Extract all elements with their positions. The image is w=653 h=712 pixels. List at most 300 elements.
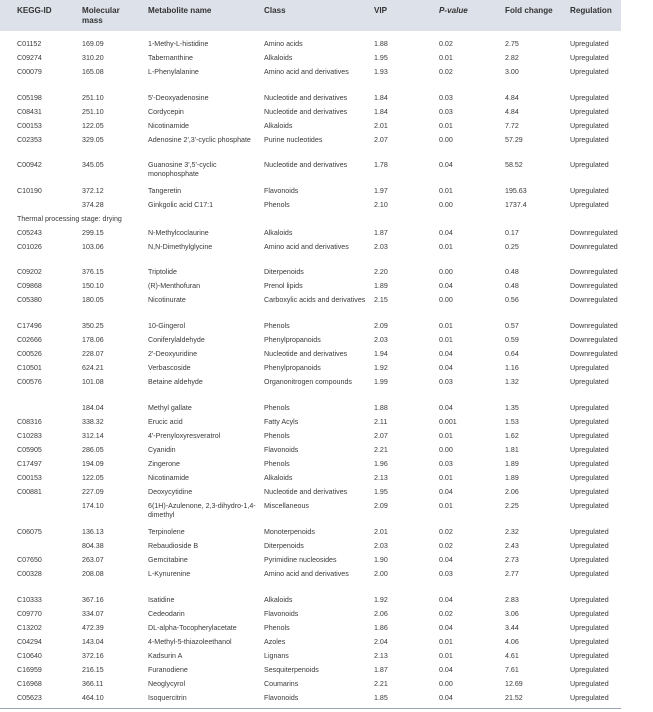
metabolite-name-cell: 1-Methy-L-histidine	[148, 40, 209, 48]
molecular-mass-cell: 227.09	[82, 488, 104, 496]
class-cell: Amino acid and derivatives	[264, 68, 349, 76]
fold-change-cell: 1.62	[505, 432, 519, 440]
molecular-mass-cell: 472.39	[82, 624, 104, 632]
molecular-mass-cell: 367.16	[82, 596, 104, 604]
kegg-id-cell: C09770	[17, 610, 42, 618]
kegg-id-cell: C08431	[17, 108, 42, 116]
class-cell: Organonitrogen compounds	[264, 378, 352, 386]
header-kegg-id: KEGG-ID	[17, 6, 52, 15]
p-value-cell: 0.00	[439, 296, 453, 304]
metabolite-name-cell: Methyl gallate	[148, 404, 192, 412]
class-cell: Diterpenoids	[264, 268, 304, 276]
molecular-mass-cell: 374.28	[82, 201, 104, 209]
kegg-id-cell: C02353	[17, 136, 42, 144]
kegg-id-cell: C10501	[17, 364, 42, 372]
molecular-mass-cell: 376.15	[82, 268, 104, 276]
kegg-id-cell: C09202	[17, 268, 42, 276]
p-value-cell: 0.00	[439, 201, 453, 209]
metabolite-name-cell: Isoquercitrin	[148, 694, 187, 702]
p-value-cell: 0.02	[439, 68, 453, 76]
class-cell: Phenols	[264, 322, 290, 330]
kegg-id-cell: C01026	[17, 243, 42, 251]
vip-cell: 1.92	[374, 364, 388, 372]
kegg-id-cell: C04294	[17, 638, 42, 646]
fold-change-cell: 4.06	[505, 638, 519, 646]
molecular-mass-cell: 338.32	[82, 418, 104, 426]
metabolite-name-cell: 10-Gingerol	[148, 322, 186, 330]
regulation-cell: Upregulated	[570, 652, 609, 660]
molecular-mass-cell: 178.06	[82, 336, 104, 344]
kegg-id-cell: C00942	[17, 161, 42, 169]
metabolite-name-cell: L-Phenylalanine	[148, 68, 199, 76]
kegg-id-cell: C08316	[17, 418, 42, 426]
molecular-mass-cell: 310.20	[82, 54, 104, 62]
metabolite-name-cell: Zingerone	[148, 460, 180, 468]
p-value-cell: 0.03	[439, 570, 453, 578]
class-cell: Phenols	[264, 432, 290, 440]
p-value-cell: 0.04	[439, 404, 453, 412]
fold-change-cell: 21.52	[505, 694, 523, 702]
fold-change-cell: 7.61	[505, 666, 519, 674]
metabolite-name-cell: Rebaudioside B	[148, 542, 199, 550]
vip-cell: 2.09	[374, 322, 388, 330]
kegg-id-cell: C00526	[17, 350, 42, 358]
regulation-cell: Downregulated	[570, 243, 618, 251]
molecular-mass-cell: 299.15	[82, 229, 104, 237]
fold-change-cell: 58.52	[505, 161, 523, 169]
fold-change-cell: 1.89	[505, 460, 519, 468]
molecular-mass-cell: 251.10	[82, 108, 104, 116]
regulation-cell: Upregulated	[570, 432, 609, 440]
p-value-cell: 0.02	[439, 40, 453, 48]
p-value-cell: 0.04	[439, 282, 453, 290]
regulation-cell: Upregulated	[570, 94, 609, 102]
vip-cell: 1.95	[374, 54, 388, 62]
p-value-cell: 0.04	[439, 556, 453, 564]
regulation-cell: Upregulated	[570, 460, 609, 468]
molecular-mass-cell: 263.07	[82, 556, 104, 564]
kegg-id-cell: C13202	[17, 624, 42, 632]
vip-cell: 1.96	[374, 460, 388, 468]
vip-cell: 2.09	[374, 502, 388, 510]
class-cell: Phenols	[264, 460, 290, 468]
molecular-mass-cell: 228.07	[82, 350, 104, 358]
p-value-cell: 0.01	[439, 638, 453, 646]
fold-change-cell: 1.16	[505, 364, 519, 372]
fold-change-cell: 2.75	[505, 40, 519, 48]
metabolite-name-cell: Cyanidin	[148, 446, 176, 454]
regulation-cell: Upregulated	[570, 161, 609, 169]
class-cell: Amino acid and derivatives	[264, 570, 349, 578]
vip-cell: 1.86	[374, 624, 388, 632]
metabolite-name-cell: Neoglycyrol	[148, 680, 186, 688]
header-molecular-mass: Molecular mass	[82, 6, 120, 25]
class-cell: Phenols	[264, 404, 290, 412]
vip-cell: 1.90	[374, 556, 388, 564]
kegg-id-cell: C09868	[17, 282, 42, 290]
molecular-mass-cell: 372.12	[82, 187, 104, 195]
kegg-id-cell: C06075	[17, 528, 42, 536]
molecular-mass-cell: 136.13	[82, 528, 104, 536]
p-value-cell: 0.04	[439, 350, 453, 358]
fold-change-cell: 3.44	[505, 624, 519, 632]
p-value-cell: 0.00	[439, 268, 453, 276]
metabolite-name-cell: DL-alpha-Tocopherylacetate	[148, 624, 237, 632]
p-value-cell: 0.01	[439, 243, 453, 251]
class-cell: Monoterpenoids	[264, 528, 315, 536]
metabolite-name-cell: Isatidine	[148, 596, 175, 604]
metabolite-name-cell: Cedeodarin	[148, 610, 185, 618]
regulation-cell: Upregulated	[570, 364, 609, 372]
molecular-mass-cell: 350.25	[82, 322, 104, 330]
molecular-mass-cell: 216.15	[82, 666, 104, 674]
header-metabolite-name: Metabolite name	[148, 6, 212, 15]
class-cell: Pyrimidine nucleosides	[264, 556, 337, 564]
vip-cell: 2.13	[374, 652, 388, 660]
p-value-cell: 0.04	[439, 666, 453, 674]
regulation-cell: Upregulated	[570, 474, 609, 482]
metabolite-name-cell: 6(1H)-Azulenone, 2,3-dihydro-1,4-dimethyl	[148, 502, 256, 520]
molecular-mass-cell: 464.10	[82, 694, 104, 702]
kegg-id-cell: C10190	[17, 187, 42, 195]
fold-change-cell: 195.63	[505, 187, 527, 195]
molecular-mass-cell: 174.10	[82, 502, 104, 510]
metabolite-name-cell: Adenosine 2',3'-cyclic phosphate	[148, 136, 251, 144]
header-vip: VIP	[374, 6, 388, 15]
fold-change-cell: 1.89	[505, 474, 519, 482]
fold-change-cell: 2.83	[505, 596, 519, 604]
regulation-cell: Upregulated	[570, 68, 609, 76]
fold-change-cell: 12.69	[505, 680, 523, 688]
p-value-cell: 0.01	[439, 502, 453, 510]
vip-cell: 1.87	[374, 666, 388, 674]
vip-cell: 2.07	[374, 136, 388, 144]
regulation-cell: Upregulated	[570, 570, 609, 578]
fold-change-cell: 4.61	[505, 652, 519, 660]
class-cell: Nucleotide and derivatives	[264, 350, 348, 358]
kegg-id-cell: C05198	[17, 94, 42, 102]
vip-cell: 2.07	[374, 432, 388, 440]
kegg-id-cell: C10283	[17, 432, 42, 440]
fold-change-cell: 0.17	[505, 229, 519, 237]
regulation-cell: Downregulated	[570, 296, 618, 304]
kegg-id-cell: C01152	[17, 40, 42, 48]
class-cell: Nucleotide and derivatives	[264, 488, 348, 496]
class-cell: Flavonoids	[264, 694, 299, 702]
regulation-cell: Downregulated	[570, 229, 618, 237]
vip-cell: 2.20	[374, 268, 388, 276]
molecular-mass-cell: 169.09	[82, 40, 104, 48]
class-cell: Miscellaneous	[264, 502, 309, 510]
regulation-cell: Upregulated	[570, 201, 609, 209]
section-heading: Thermal processing stage: drying	[17, 215, 122, 223]
p-value-cell: 0.00	[439, 136, 453, 144]
vip-cell: 1.84	[374, 94, 388, 102]
class-cell: Azoles	[264, 638, 286, 646]
vip-cell: 2.00	[374, 570, 388, 578]
kegg-id-cell: C10640	[17, 652, 42, 660]
metabolite-name-cell: Betaine aldehyde	[148, 378, 203, 386]
class-cell: Amino acids	[264, 40, 303, 48]
metabolite-name-cell: N,N-Dimethylglycine	[148, 243, 213, 251]
fold-change-cell: 4.84	[505, 108, 519, 116]
regulation-cell: Upregulated	[570, 40, 609, 48]
header-regulation: Regulation	[570, 6, 612, 15]
class-cell: Alkaloids	[264, 229, 293, 237]
metabolite-name-cell: Tangeretin	[148, 187, 182, 195]
class-cell: Prenol lipids	[264, 282, 303, 290]
molecular-mass-cell: 208.08	[82, 570, 104, 578]
vip-cell: 2.04	[374, 638, 388, 646]
p-value-cell: 0.04	[439, 624, 453, 632]
metabolite-name-cell: Erucic acid	[148, 418, 183, 426]
regulation-cell: Upregulated	[570, 638, 609, 646]
class-cell: Phenols	[264, 624, 290, 632]
regulation-cell: Upregulated	[570, 528, 609, 536]
metabolite-name-cell: Terpinolene	[148, 528, 185, 536]
vip-cell: 1.97	[374, 187, 388, 195]
metabolite-name-cell: Kadsurin A	[148, 652, 183, 660]
fold-change-cell: 2.43	[505, 542, 519, 550]
class-cell: Alkaloids	[264, 474, 293, 482]
p-value-cell: 0.02	[439, 542, 453, 550]
regulation-cell: Upregulated	[570, 404, 609, 412]
metabolite-name-cell: Nicotinamide	[148, 474, 190, 482]
p-value-cell: 0.00	[439, 680, 453, 688]
p-value-cell: 0.01	[439, 336, 453, 344]
vip-cell: 2.13	[374, 474, 388, 482]
vip-cell: 1.87	[374, 229, 388, 237]
kegg-id-cell: C05380	[17, 296, 42, 304]
regulation-cell: Downregulated	[570, 268, 618, 276]
molecular-mass-cell: 372.16	[82, 652, 104, 660]
class-cell: Flavonoids	[264, 187, 299, 195]
p-value-cell: 0.00	[439, 446, 453, 454]
molecular-mass-cell: 624.21	[82, 364, 104, 372]
metabolite-name-cell: Nicotinurate	[148, 296, 186, 304]
kegg-id-cell: C02666	[17, 336, 42, 344]
regulation-cell: Upregulated	[570, 488, 609, 496]
metabolite-name-cell: Triptolide	[148, 268, 177, 276]
p-value-cell: 0.04	[439, 161, 453, 169]
p-value-cell: 0.01	[439, 54, 453, 62]
vip-cell: 1.89	[374, 282, 388, 290]
class-cell: Sesquiterpenoids	[264, 666, 319, 674]
metabolite-name-cell: Deoxycytidine	[148, 488, 193, 496]
table-header	[0, 0, 621, 31]
kegg-id-cell: C00153	[17, 474, 42, 482]
kegg-id-cell: C00079	[17, 68, 42, 76]
vip-cell: 1.95	[374, 488, 388, 496]
metabolite-name-cell: 5'-Deoxyadenosine	[148, 94, 209, 102]
p-value-cell: 0.01	[439, 652, 453, 660]
metabolite-name-cell: Verbascoside	[148, 364, 191, 372]
header-p-value: P-value	[439, 6, 468, 15]
kegg-id-cell: C05243	[17, 229, 42, 237]
molecular-mass-cell: 334.07	[82, 610, 104, 618]
fold-change-cell: 0.64	[505, 350, 519, 358]
kegg-id-cell: C07650	[17, 556, 42, 564]
class-cell: Amino acid and derivatives	[264, 243, 349, 251]
metabolite-name-cell: Gemcitabine	[148, 556, 188, 564]
regulation-cell: Upregulated	[570, 556, 609, 564]
p-value-cell: 0.04	[439, 488, 453, 496]
fold-change-cell: 0.48	[505, 282, 519, 290]
class-cell: Lignans	[264, 652, 289, 660]
vip-cell: 2.15	[374, 296, 388, 304]
regulation-cell: Downregulated	[570, 282, 618, 290]
p-value-cell: 0.001	[439, 418, 457, 426]
fold-change-cell: 1.81	[505, 446, 519, 454]
metabolite-name-cell: Coniferylaldehyde	[148, 336, 205, 344]
regulation-cell: Upregulated	[570, 418, 609, 426]
molecular-mass-cell: 122.05	[82, 122, 104, 130]
vip-cell: 1.99	[374, 378, 388, 386]
p-value-cell: 0.04	[439, 229, 453, 237]
metabolite-name-cell: 4-Methyl-5-thiazoleethanol	[148, 638, 232, 646]
vip-cell: 1.88	[374, 404, 388, 412]
class-cell: Diterpenoids	[264, 542, 304, 550]
regulation-cell: Upregulated	[570, 694, 609, 702]
p-value-cell: 0.03	[439, 108, 453, 116]
p-value-cell: 0.04	[439, 694, 453, 702]
fold-change-cell: 2.82	[505, 54, 519, 62]
class-cell: Purine nucleotides	[264, 136, 323, 144]
molecular-mass-cell: 329.05	[82, 136, 104, 144]
class-cell: Nucleotide and derivatives	[264, 108, 348, 116]
p-value-cell: 0.03	[439, 460, 453, 468]
vip-cell: 2.03	[374, 243, 388, 251]
metabolite-name-cell: Nicotinamide	[148, 122, 190, 130]
molecular-mass-cell: 345.05	[82, 161, 104, 169]
molecular-mass-cell: 804.38	[82, 542, 104, 550]
vip-cell: 1.88	[374, 40, 388, 48]
metabolite-name-cell: Cordycepin	[148, 108, 184, 116]
kegg-id-cell: C00881	[17, 488, 42, 496]
fold-change-cell: 1.35	[505, 404, 519, 412]
metabolite-name-cell: 2'-Deoxyuridine	[148, 350, 198, 358]
p-value-cell: 0.02	[439, 610, 453, 618]
fold-change-cell: 0.25	[505, 243, 519, 251]
regulation-cell: Upregulated	[570, 122, 609, 130]
molecular-mass-cell: 150.10	[82, 282, 104, 290]
class-cell: Alkaloids	[264, 54, 293, 62]
p-value-cell: 0.04	[439, 596, 453, 604]
kegg-id-cell: C00576	[17, 378, 42, 386]
vip-cell: 1.94	[374, 350, 388, 358]
regulation-cell: Upregulated	[570, 108, 609, 116]
vip-cell: 2.03	[374, 336, 388, 344]
metabolite-name-cell: Ginkgolic acid C17:1	[148, 201, 214, 209]
kegg-id-cell: C09274	[17, 54, 42, 62]
vip-cell: 2.11	[374, 418, 388, 426]
class-cell: Nucleotide and derivatives	[264, 94, 348, 102]
regulation-cell: Upregulated	[570, 624, 609, 632]
molecular-mass-cell: 312.14	[82, 432, 104, 440]
vip-cell: 2.01	[374, 122, 388, 130]
regulation-cell: Downregulated	[570, 322, 618, 330]
vip-cell: 2.10	[374, 201, 388, 209]
regulation-cell: Upregulated	[570, 136, 609, 144]
kegg-id-cell: C16968	[17, 680, 42, 688]
class-cell: Phenylpropanoids	[264, 364, 321, 372]
vip-cell: 1.78	[374, 161, 388, 169]
kegg-id-cell: C00328	[17, 570, 42, 578]
class-cell: Alkaloids	[264, 122, 293, 130]
p-value-cell: 0.02	[439, 528, 453, 536]
class-cell: Alkaloids	[264, 596, 293, 604]
fold-change-cell: 0.57	[505, 322, 519, 330]
fold-change-cell: 7.72	[505, 122, 519, 130]
header-fold-change: Fold change	[505, 6, 553, 15]
fold-change-cell: 0.56	[505, 296, 519, 304]
kegg-id-cell: C00153	[17, 122, 42, 130]
fold-change-cell: 1.32	[505, 378, 519, 386]
p-value-cell: 0.01	[439, 432, 453, 440]
regulation-cell: Upregulated	[570, 666, 609, 674]
fold-change-cell: 1.53	[505, 418, 519, 426]
metabolite-name-cell: N-Methylcoclaurine	[148, 229, 209, 237]
header-class: Class	[264, 6, 286, 15]
regulation-cell: Downregulated	[570, 336, 618, 344]
regulation-cell: Upregulated	[570, 542, 609, 550]
p-value-cell: 0.04	[439, 364, 453, 372]
kegg-id-cell: C10333	[17, 596, 42, 604]
metabolite-name-cell: (R)-Menthofuran	[148, 282, 201, 290]
kegg-id-cell: C05623	[17, 694, 42, 702]
p-value-cell: 0.01	[439, 122, 453, 130]
metabolite-name-cell: 4'-Prenyloxyresveratrol	[148, 432, 221, 440]
class-cell: Flavonoids	[264, 446, 299, 454]
vip-cell: 1.92	[374, 596, 388, 604]
regulation-cell: Upregulated	[570, 596, 609, 604]
molecular-mass-cell: 366.11	[82, 680, 104, 688]
metabolite-name-cell: Tabernanthine	[148, 54, 193, 62]
regulation-cell: Upregulated	[570, 446, 609, 454]
molecular-mass-cell: 101.08	[82, 378, 104, 386]
fold-change-cell: 2.32	[505, 528, 519, 536]
molecular-mass-cell: 184.04	[82, 404, 104, 412]
regulation-cell: Upregulated	[570, 54, 609, 62]
class-cell: Phenylpropanoids	[264, 336, 321, 344]
p-value-cell: 0.03	[439, 94, 453, 102]
vip-cell: 1.84	[374, 108, 388, 116]
fold-change-cell: 2.06	[505, 488, 519, 496]
molecular-mass-cell: 103.06	[82, 243, 104, 251]
vip-cell: 2.21	[374, 680, 388, 688]
kegg-id-cell: C17496	[17, 322, 42, 330]
class-cell: Phenols	[264, 201, 290, 209]
fold-change-cell: 57.29	[505, 136, 523, 144]
fold-change-cell: 3.06	[505, 610, 519, 618]
regulation-cell: Upregulated	[570, 187, 609, 195]
fold-change-cell: 4.84	[505, 94, 519, 102]
p-value-cell: 0.01	[439, 187, 453, 195]
vip-cell: 2.06	[374, 610, 388, 618]
vip-cell: 1.85	[374, 694, 388, 702]
vip-cell: 2.21	[374, 446, 388, 454]
kegg-id-cell: C16959	[17, 666, 42, 674]
metabolite-name-cell: Guanosine 3',5'-cyclic monophosphate	[148, 161, 217, 179]
metabolite-name-cell: Furanodiene	[148, 666, 188, 674]
fold-change-cell: 3.00	[505, 68, 519, 76]
class-cell: Coumarins	[264, 680, 299, 688]
regulation-cell: Upregulated	[570, 680, 609, 688]
regulation-cell: Upregulated	[570, 502, 609, 510]
p-value-cell: 0.03	[439, 378, 453, 386]
vip-cell: 1.93	[374, 68, 388, 76]
kegg-id-cell: C17497	[17, 460, 42, 468]
